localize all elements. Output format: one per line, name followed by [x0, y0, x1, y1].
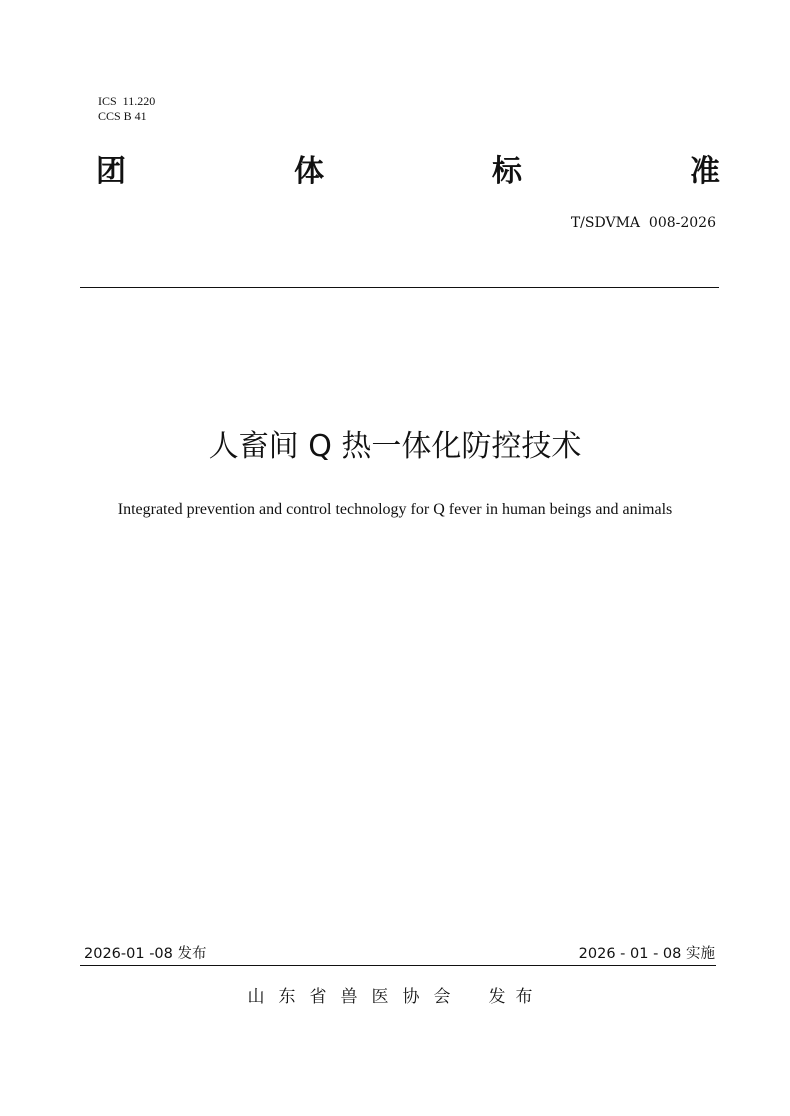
standard-type-heading: [96, 152, 720, 192]
footer-divider: [80, 965, 716, 966]
classification-codes: [98, 94, 155, 124]
standard-type-char: 标: [492, 154, 522, 189]
publisher-organization: 山东省兽医协会: [247, 987, 465, 1007]
implementation-date: 2026 - 01 - 08 实施: [578, 946, 715, 962]
date-row: [84, 944, 715, 964]
standard-type-char: 体: [294, 154, 324, 189]
publisher-action: 发布: [488, 987, 543, 1007]
ccs-code: CCS B 41: [98, 109, 147, 123]
document-title-english: Integrated prevention and control technology for Q fever in human beings and animals: [117, 501, 673, 518]
publish-date: 2026-01 -08 发布: [84, 946, 207, 962]
publisher-line: [0, 985, 790, 1009]
standard-number: T/SDVMA 008-2026: [570, 215, 716, 231]
standard-type-char: 团: [96, 154, 126, 189]
standard-type-char: 准: [690, 154, 720, 189]
document-title-chinese: 人畜间 Q 热一体化防控技术: [208, 429, 582, 464]
header-divider: [80, 287, 719, 288]
ics-code: ICS 11.220: [98, 94, 156, 108]
